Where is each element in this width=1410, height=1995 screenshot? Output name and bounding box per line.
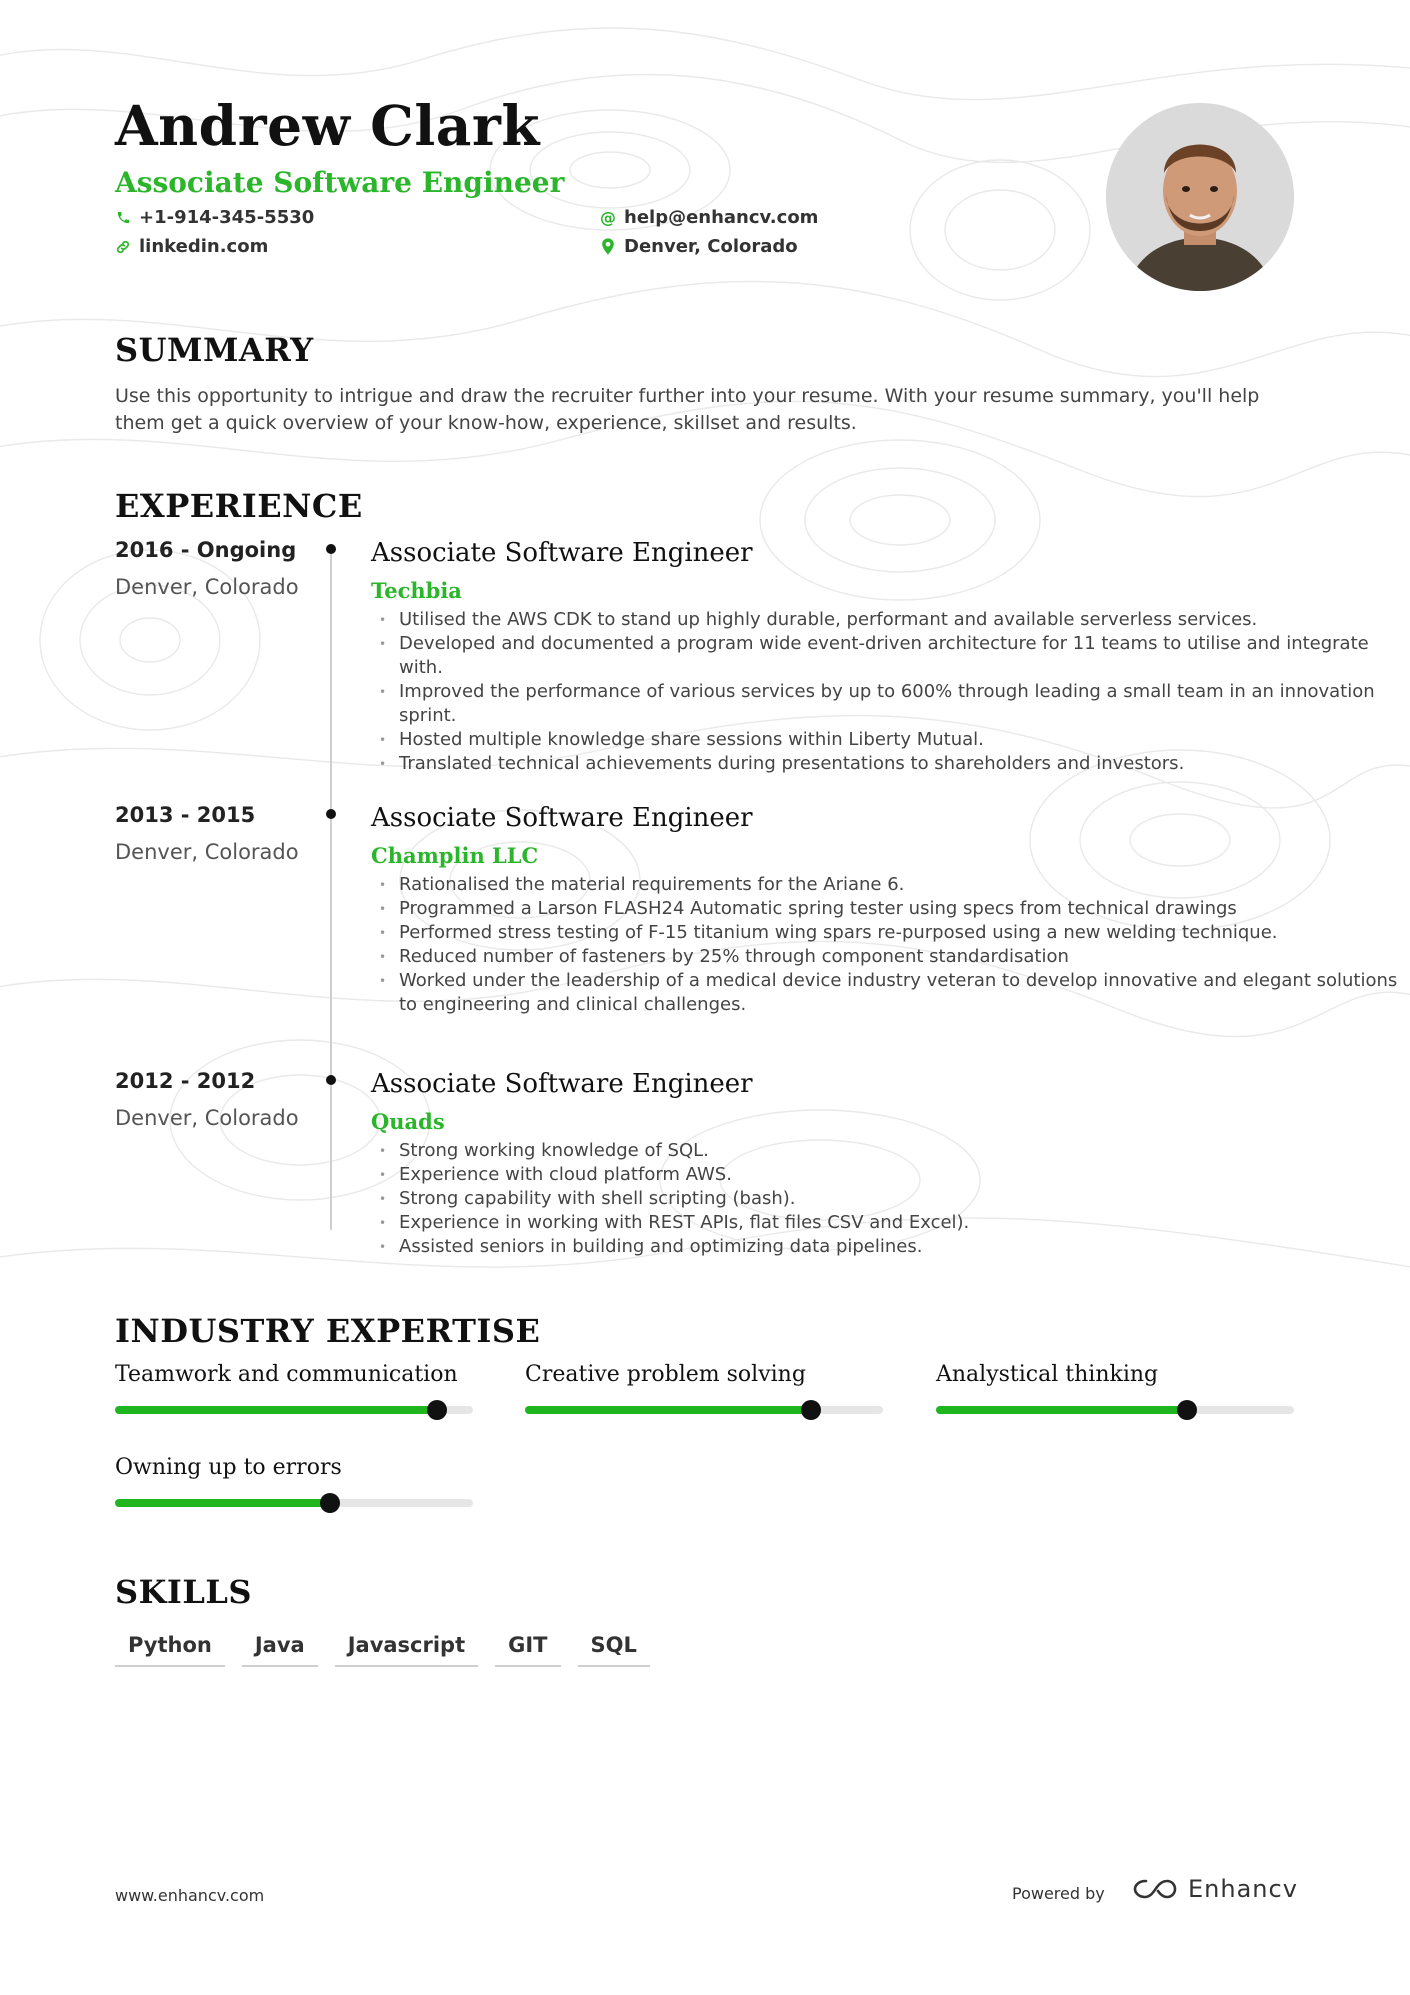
bullet-item: • Worked under the leadership of a medical device industry veteran to develop innovative and elegant solutions to engineering and clinical challenges. <box>371 969 1410 1017</box>
enhancv-logo[interactable] <box>1132 1875 1298 1903</box>
expertise-bar <box>525 1406 883 1414</box>
bullet-item: • Improved the performance of various services by up to 600% through leading a small team in an innovation sprint. <box>371 680 1410 728</box>
expertise-label: Owning up to errors <box>115 1455 342 1480</box>
job-title: Associate Software Engineer <box>371 538 753 568</box>
expertise-label: Creative problem solving <box>525 1362 806 1387</box>
job-title: Associate Software Engineer <box>371 1069 753 1099</box>
email-link[interactable]: help@enhancv.com <box>624 207 819 228</box>
expertise-bar-fill <box>115 1406 437 1414</box>
bullet-item: • Performed stress testing of F-15 titanium wing spars re-purposed using a new welding technique. <box>371 921 1410 945</box>
expertise-item <box>115 1362 475 1387</box>
experience-location: Denver, Colorado <box>115 1106 299 1130</box>
bullet-item: • Experience with cloud platform AWS. <box>371 1163 1410 1187</box>
expertise-item <box>525 1362 885 1387</box>
location-text: Denver, Colorado <box>624 236 798 257</box>
experience-date: 2012 - 2012 <box>115 1069 256 1093</box>
job-title: Associate Software Engineer <box>371 803 753 833</box>
expertise-bar-knob <box>427 1400 447 1420</box>
linkedin-link[interactable]: linkedin.com <box>139 236 269 257</box>
candidate-name: Andrew Clark <box>115 93 540 158</box>
expertise-bar-knob <box>320 1493 340 1513</box>
candidate-role: Associate Software Engineer <box>115 166 565 199</box>
map-pin-icon <box>600 238 616 255</box>
skill-tag: Java <box>242 1628 318 1667</box>
at-icon: @ <box>600 208 616 227</box>
expertise-bar <box>115 1499 473 1507</box>
bullet-item: • Hosted multiple knowledge share sessions within Liberty Mutual. <box>371 728 1410 752</box>
timeline-dot <box>326 544 336 554</box>
bullet-list <box>371 1139 1410 1259</box>
skill-tag: Javascript <box>335 1628 478 1667</box>
bullet-item: • Programmed a Larson FLASH24 Automatic spring tester using specs from technical drawings <box>371 897 1410 921</box>
expertise-bar <box>936 1406 1294 1414</box>
enhancv-logo-icon <box>1132 1877 1178 1901</box>
expertise-label: Teamwork and communication <box>115 1362 458 1387</box>
expertise-item <box>115 1455 475 1480</box>
bullet-list <box>371 608 1410 776</box>
bullet-item: • Assisted seniors in building and optimizing data pipelines. <box>371 1235 1410 1259</box>
footer-url[interactable]: www.enhancv.com <box>115 1886 265 1905</box>
expertise-item <box>936 1362 1296 1387</box>
skills-list <box>115 1628 650 1667</box>
expertise-bar-knob <box>1177 1400 1197 1420</box>
phone-text[interactable]: +1-914-345-5530 <box>139 207 315 228</box>
expertise-bar-fill <box>936 1406 1187 1414</box>
company-name: Champlin LLC <box>371 843 539 868</box>
expertise-bar <box>115 1406 473 1414</box>
experience-location: Denver, Colorado <box>115 575 299 599</box>
brand-name: Enhancv <box>1188 1875 1298 1903</box>
expertise-bar-fill <box>525 1406 811 1414</box>
experience-heading: EXPERIENCE <box>115 487 363 525</box>
skill-tag: Python <box>115 1628 225 1667</box>
summary-heading: SUMMARY <box>115 331 314 369</box>
skills-heading: SKILLS <box>115 1573 252 1611</box>
bullet-item: • Experience in working with REST APIs, flat files CSV and Excel). <box>371 1211 1410 1235</box>
profile-photo <box>1106 103 1294 291</box>
expertise-bar-knob <box>801 1400 821 1420</box>
experience-date: 2016 - Ongoing <box>115 538 297 562</box>
bullet-item: • Rationalised the material requirements for the Ariane 6. <box>371 873 1410 897</box>
bullet-item: • Strong working knowledge of SQL. <box>371 1139 1410 1163</box>
skill-tag: SQL <box>578 1628 650 1667</box>
expertise-bar-fill <box>115 1499 330 1507</box>
company-name: Techbia <box>371 578 462 603</box>
contact-linkedin <box>115 236 268 257</box>
link-icon <box>115 239 131 255</box>
bullet-item: • Translated technical achievements during presentations to shareholders and investors. <box>371 752 1410 776</box>
powered-by-label: Powered by <box>1012 1884 1105 1903</box>
bullet-item: • Strong capability with shell scripting (bash). <box>371 1187 1410 1211</box>
experience-date: 2013 - 2015 <box>115 803 256 827</box>
company-name: Quads <box>371 1109 445 1134</box>
summary-text: Use this opportunity to intrigue and draw the recruiter further into your resume. With your resume summary, you'll help them get a quick overview of your know-how, experience, skillset and results. <box>115 385 1260 434</box>
contact-location <box>600 236 798 257</box>
phone-icon <box>115 210 131 225</box>
bullet-item: • Utilised the AWS CDK to stand up highly durable, performant and available serverless services. <box>371 608 1410 632</box>
bullet-item: • Reduced number of fasteners by 25% through component standardisation <box>371 945 1410 969</box>
timeline-dot <box>326 809 336 819</box>
experience-location: Denver, Colorado <box>115 840 299 864</box>
bullet-item: • Developed and documented a program wide event-driven architecture for 11 teams to utilise and integrate with. <box>371 632 1410 680</box>
timeline-line <box>330 550 332 1230</box>
contact-phone <box>115 207 314 228</box>
timeline-dot <box>326 1075 336 1085</box>
skill-tag: GIT <box>495 1628 560 1667</box>
contact-email <box>600 207 818 228</box>
bullet-list <box>371 873 1410 1017</box>
industry-heading: INDUSTRY EXPERTISE <box>115 1312 541 1350</box>
expertise-label: Analystical thinking <box>936 1362 1159 1387</box>
